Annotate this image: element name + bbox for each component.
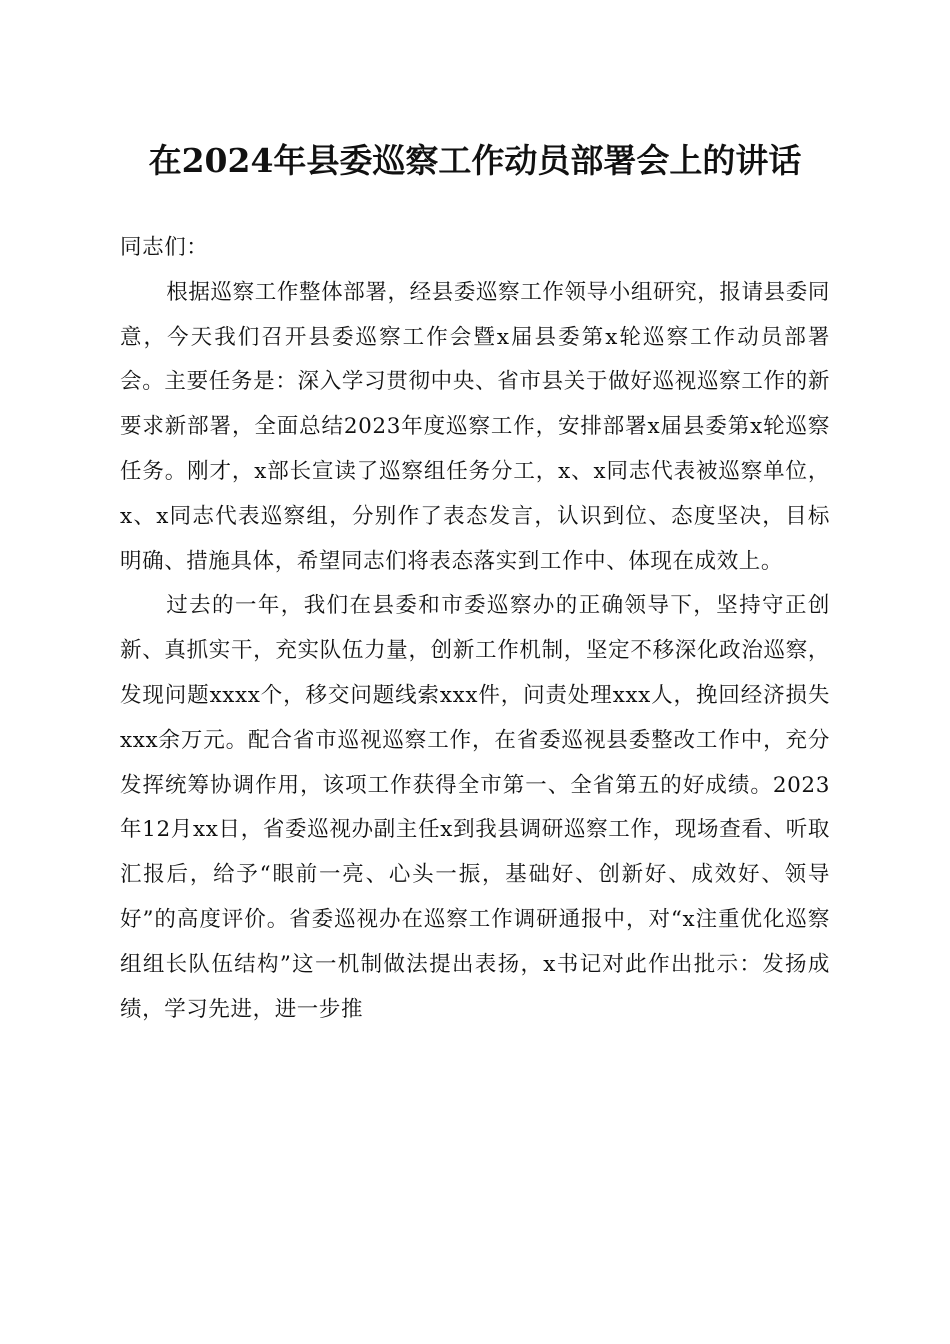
paragraph-intro: 根据巡察工作整体部署，经县委巡察工作领导小组研究，报请县委同意，今天我们召开县委巡察工作会暨x届县委第x轮巡察工作动员部署会。主要任务是：深入学习贯彻中央、省市县关于做好巡视巡察工作的新要求新部署，全面总结2023年度巡察工作，安排部署x届县委第x轮巡察任务。刚才，x部长宣读了巡察组任务分工，x、x同志代表被巡察单位，x、x同志代表巡察组，分别作了表态发言，认识到位、态度坚决，目标明确、措施具体，希望同志们将表态落实到工作中、体现在成效上。 xyxy=(120,279,830,574)
paragraph-review: 过去的一年，我们在县委和市委巡察办的正确领导下，坚持守正创新、真抓实干，充实队伍力量，创新工作机制，坚定不移深化政治巡察，发现问题xxxx个，移交问题线索xxx件，问责处理xxx人，挽回经济损失xxx余万元。配合省市巡视巡察工作，在省委巡视县委整改工作中，充分发挥统筹协调作用，该项工作获得全市第一、全省第五的好成绩。2023年12月xx日，省委巡视办副主任x到我县调研巡察工作，现场查看、听取汇报后，给予“眼前一亮、心头一振，基础好、创新好、成效好、领导好”的高度评价。省委巡视办在巡察工作调研通报中，对“x注重优化巡察组组长队伍结构”这一机制做法提出表扬，x书记对此作出批示：发扬成绩，学习先进，进一步推 xyxy=(120,593,830,1022)
document-title: 在2024年县委巡察工作动员部署会上的讲话 xyxy=(148,141,802,180)
salutation: 同志们： xyxy=(120,235,209,260)
document-body xyxy=(120,226,830,1032)
